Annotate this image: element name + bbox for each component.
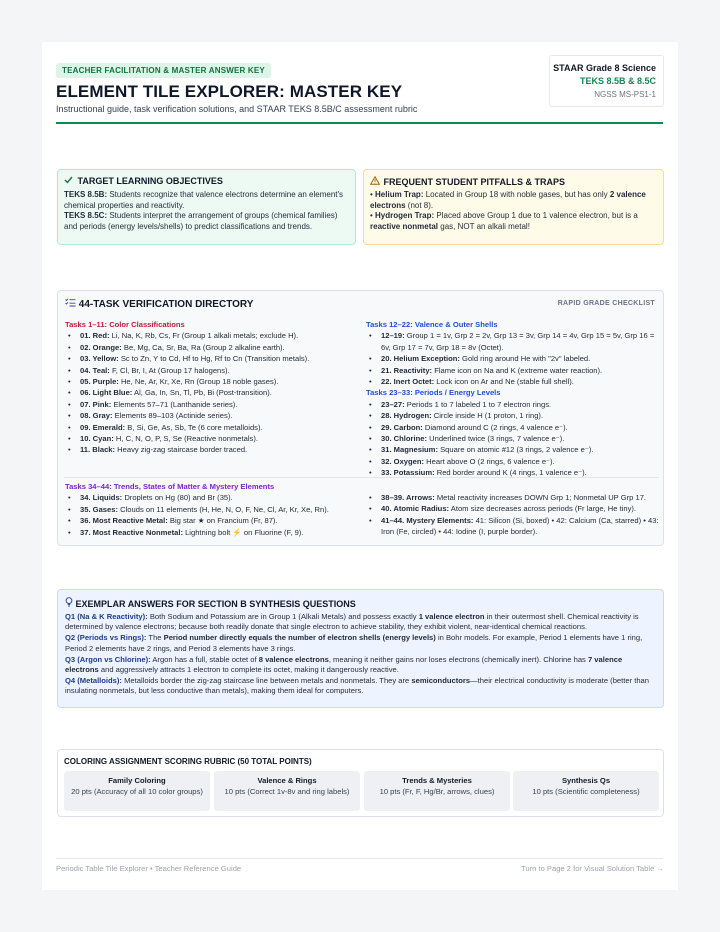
- answer-q4: [65, 676, 656, 696]
- section-heading: Tasks 34–44: Trends, States of Matter & Mystery Elements: [65, 482, 275, 491]
- task-label: 28. Hydrogen:: [381, 411, 432, 421]
- exemplar-answers: [57, 589, 664, 708]
- pitfall-text: Placed above Group 1 due to 1 valence electron, but is a: [434, 211, 638, 220]
- task-text: Heart above O (2 rings, 6 valence e⁻).: [424, 456, 555, 466]
- task-item: [366, 515, 662, 538]
- task-item: [366, 492, 662, 503]
- task-text: F, Cl, Br, I, At (Group 17 halogens).: [109, 365, 230, 375]
- directory-column-3: [65, 481, 361, 538]
- answer-text: —their electrical conductivity is moderate (better than insulating nonmetals, but less conductive than metals), making them ideal for computers.: [65, 676, 650, 696]
- task-label: 21. Reactivity:: [381, 365, 433, 375]
- task-text: Square on atomic #12 (3 rings, 2 valence e⁻).: [437, 445, 594, 455]
- rubric-cell-title: Valence & Rings: [257, 776, 317, 785]
- task-text: 41: Silicon (Si, boxed) • 42: Calcium (Ca, starred) • 43: Iron (Fe, circled) • 44: Iodine (I, purple border).: [381, 515, 659, 537]
- task-list: [65, 330, 361, 455]
- task-label: 38–39. Arrows:: [381, 493, 435, 502]
- footer-divider: [56, 858, 663, 859]
- task-label: 31. Magnesium:: [381, 445, 438, 455]
- task-text: He, Ne, Ar, Kr, Xe, Rn (Group 18 noble gases).: [118, 377, 279, 387]
- pitfalls-heading: [370, 176, 565, 187]
- section-heading: Tasks 12–22: Valence & Outer Shells: [366, 320, 498, 329]
- exemplar-body: [65, 612, 656, 698]
- objective-code: TEKS 8.5C:: [64, 211, 108, 220]
- rubric-title: COLORING ASSIGNMENT SCORING RUBRIC (50 TOTAL POINTS): [64, 757, 312, 766]
- pitfalls-body: [370, 190, 657, 232]
- task-label: 40. Atomic Radius:: [381, 504, 450, 514]
- task-label: 01. Red:: [80, 331, 110, 341]
- task-label: 34. Liquids:: [80, 493, 123, 503]
- task-item: [65, 376, 361, 387]
- task-item: [65, 515, 361, 526]
- task-item: [65, 504, 361, 515]
- task-text: H, C, N, O, P, S, Se (Reactive nonmetals).: [113, 434, 258, 444]
- task-item: [366, 365, 662, 376]
- task-item: [366, 456, 662, 467]
- task-label: 33. Potassium:: [381, 468, 435, 478]
- page-title: ELEMENT TILE EXPLORER: MASTER KEY: [56, 82, 403, 101]
- task-label: 07. Pink:: [80, 399, 112, 409]
- task-label: 41–44. Mystery Elements:: [381, 515, 474, 525]
- pitfall-emphasis: 2 valence electrons: [370, 190, 646, 210]
- task-text: Circle inside H (1 proton, 1 ring).: [431, 411, 544, 421]
- task-item: [65, 527, 361, 538]
- warning-icon: [370, 176, 381, 187]
- task-label: 32. Oxygen:: [381, 456, 425, 466]
- exemplar-heading: [65, 597, 356, 609]
- pitfall-label: Hydrogen Trap:: [375, 211, 435, 220]
- task-label: 30. Chlorine:: [381, 434, 427, 444]
- task-label: 06. Light Blue:: [80, 388, 133, 398]
- pitfall-label: Helium Trap:: [375, 190, 424, 199]
- objective-code: TEKS 8.5B:: [64, 190, 108, 199]
- objective-item: [64, 211, 349, 232]
- task-text: Li, Na, K, Rb, Cs, Fr (Group 1 alkali metals; exclude H).: [109, 331, 299, 341]
- task-label: 09. Emerald:: [80, 422, 126, 432]
- task-label: 03. Yellow:: [80, 354, 119, 364]
- task-text: Elements 89–103 (Actinide series).: [112, 411, 233, 421]
- directory-divider: [64, 477, 659, 478]
- answer-text: The: [146, 633, 164, 643]
- task-label: 11. Black:: [80, 445, 116, 455]
- task-label: 37. Most Reactive Nonmetal:: [80, 527, 183, 537]
- objective-text: Students recognize that valence electrons determine an element's chemical properties and reactivity.: [64, 190, 344, 210]
- pitfall-text: Located in Group 18 with noble gases, but has only: [423, 190, 610, 199]
- task-text: Droplets on Hg (80) and Br (35).: [122, 493, 233, 503]
- task-item: [366, 433, 662, 444]
- task-item: [366, 410, 662, 421]
- question-label: Q1 (Na & K Reactivity):: [65, 612, 148, 621]
- answer-text: Argon has a full, stable octet of: [150, 654, 259, 664]
- header-tag: TEACHER FACILITATION & MASTER ANSWER KEY: [56, 63, 271, 78]
- task-list: [366, 330, 662, 387]
- answer-emphasis: 8 valence electrons: [258, 654, 329, 664]
- task-text: Metal reactivity increases DOWN Grp 1; Nonmetal UP Grp 17.: [434, 493, 647, 502]
- rubric-cell-title: Synthesis Qs: [561, 776, 611, 785]
- pitfall-text: (not 8).: [405, 200, 434, 210]
- task-text: Red border around K (4 rings, 1 valence e⁻).: [434, 468, 587, 478]
- task-label: 20. Helium Exception:: [381, 354, 460, 364]
- rubric-cell: [64, 771, 210, 811]
- rubric-cell: [214, 771, 360, 811]
- task-label: 12–19:: [381, 331, 405, 341]
- header-divider: [56, 122, 663, 124]
- rubric-cell-title: Trends & Mysteries: [402, 776, 472, 785]
- directory-column-2: [366, 319, 662, 479]
- task-item: [65, 492, 361, 503]
- answer-text: in their outermost shell. Chemical reactivity is determined by valence electrons; because both readily donate that single electron to achieve stability, they exhibit violent, near-identical chemical reactions.: [65, 612, 639, 632]
- task-text: Atom size decreases across periods (Fr large, He tiny).: [449, 504, 637, 514]
- section-heading: Tasks 1–11: Color Classifications: [65, 320, 185, 329]
- pitfall-emphasis: reactive nonmetal: [370, 221, 439, 231]
- task-label: 08. Gray:: [80, 411, 113, 421]
- task-item: [65, 330, 361, 341]
- rubric-cell-desc: 10 pts (Correct 1v-8v and ring labels): [224, 787, 350, 796]
- task-item: [366, 422, 662, 433]
- task-item: [366, 353, 662, 364]
- objectives-title: TARGET LEARNING OBJECTIVES: [77, 176, 223, 186]
- scoring-rubric: [57, 749, 664, 817]
- task-item: [366, 376, 662, 387]
- task-item: [65, 353, 361, 364]
- task-item: [65, 444, 361, 455]
- task-text: Clouds on 11 elements (H, He, N, O, F, Ne, Cl, Ar, Kr, Xe, Rn).: [118, 504, 329, 514]
- rubric-cell-title: Family Coloring: [108, 776, 166, 785]
- task-text: Underlined twice (3 rings, 7 valence e⁻).: [427, 434, 565, 444]
- task-label: 10. Cyan:: [80, 434, 114, 444]
- task-text: Elements 57–71 (Lanthanide series).: [111, 399, 238, 409]
- task-text: Lock icon on Ar and Ne (stable full shell).: [434, 377, 574, 387]
- directory-heading: [65, 298, 253, 310]
- task-text: Heavy zig-zag staircase border traced.: [115, 445, 248, 455]
- task-label: 23–27:: [381, 399, 405, 409]
- task-list: [65, 492, 361, 538]
- task-item: [65, 422, 361, 433]
- checklist-icon: [65, 299, 79, 310]
- objective-item: [64, 190, 349, 211]
- task-text: B, Si, Ge, As, Sb, Te (6 core metalloids).: [125, 422, 263, 432]
- task-item: [65, 365, 361, 376]
- task-label: 05. Purple:: [80, 377, 119, 387]
- objectives-heading: [64, 176, 223, 186]
- pitfall-helium: • Helium Trap: Located in Group 18 with noble gases, but has only 2 valence electrons (not 8).: [370, 190, 646, 210]
- badge-teks: TEKS 8.5B & 8.5C: [579, 76, 656, 86]
- task-label: 35. Gases:: [80, 504, 118, 514]
- answer-q2: [65, 633, 656, 653]
- rubric-cell: [364, 771, 510, 811]
- task-list: [366, 399, 662, 479]
- answer-emphasis: Period number directly equals the number of electron shells (energy levels): [163, 633, 436, 643]
- answer-emphasis: 1 valence electron: [418, 612, 485, 621]
- task-text: Lightning bolt ⚡ on Fluorine (F, 9).: [182, 527, 304, 537]
- task-label: 04. Teal:: [80, 365, 110, 375]
- rubric-cell-desc: 10 pts (Scientific completeness): [532, 787, 640, 796]
- lightbulb-icon: [65, 599, 76, 609]
- rubric-cell: [513, 771, 659, 811]
- directory-title: 44-TASK VERIFICATION DIRECTORY: [78, 299, 254, 310]
- task-text: Big star ★ on Francium (Fr, 87).: [167, 516, 278, 526]
- task-directory: [57, 290, 664, 546]
- answer-q3: [65, 655, 656, 675]
- answer-text: , meaning it neither gains nor loses electrons (chemically inert). Chlorine has: [328, 654, 588, 664]
- answer-text: in Bohr models. For example, Period 1 elements have 1 ring, Period 2 elements have 2 rings, and Period 3 elements have 3 rings.: [65, 633, 643, 653]
- exemplar-title: EXEMPLAR ANSWERS FOR SECTION B SYNTHESIS QUESTIONS: [75, 599, 356, 609]
- pitfalls-card: [363, 169, 664, 245]
- task-item: [65, 342, 361, 353]
- question-label: Q3 (Argon vs Chlorine):: [65, 654, 151, 664]
- directory-column-1: [65, 319, 361, 456]
- task-item: [65, 433, 361, 444]
- page-subtitle: Instructional guide, task verification solutions, and STAAR TEKS 8.5B/C assessment rubric: [56, 104, 418, 114]
- answer-emphasis: 7 valence electrons: [65, 654, 623, 675]
- task-text: Flame icon on Na and K (extreme water reaction).: [432, 365, 603, 375]
- question-label: Q4 (Metalloids):: [65, 676, 122, 686]
- task-text: Diamond around C (2 rings, 4 valence e⁻).: [422, 422, 568, 432]
- question-label: Q2 (Periods vs Rings):: [65, 633, 147, 643]
- objectives-body: [64, 190, 349, 232]
- footer-right: Turn to Page 2 for Visual Solution Table →: [521, 864, 664, 873]
- task-text: Sc to Zn, Y to Cd, Hf to Hg, Rf to Cn (Transition metals).: [118, 354, 310, 364]
- objective-text: Students interpret the arrangement of groups (chemical families) and periods (energy levels/shells) to predict classifications and trends.: [64, 211, 338, 231]
- task-text: Group 1 = 1v, Grp 2 = 2v, Grp 13 = 3v, Grp 14 = 4v, Grp 15 = 5v, Grp 16 = 6v, Grp 17 = 7v, Grp 18 = 8v (Octet).: [381, 331, 655, 352]
- task-text: Periods 1 to 7 labeled 1 to 7 electron rings.: [404, 399, 552, 409]
- task-item: [366, 330, 662, 353]
- objectives-card: [57, 169, 356, 245]
- standards-badge: [549, 55, 664, 107]
- task-item: [366, 399, 662, 410]
- task-text: Be, Mg, Ca, Sr, Ba, Ra (Group 2 alkaline earth).: [121, 342, 285, 352]
- task-list: [366, 492, 662, 538]
- task-item: [65, 410, 361, 421]
- task-text: Al, Ga, In, Sn, Tl, Pb, Bi (Post-transition).: [132, 388, 272, 398]
- section-heading: Tasks 23–33: Periods / Energy Levels: [366, 388, 501, 398]
- badge-ngss: NGSS MS-PS1-1: [594, 90, 656, 99]
- task-item: [366, 444, 662, 455]
- task-label: 22. Inert Octet:: [381, 377, 435, 387]
- task-item: [366, 503, 662, 514]
- directory-column-4: [366, 492, 662, 538]
- task-label: 29. Carbon:: [381, 422, 423, 432]
- answer-q1: [65, 612, 656, 632]
- answer-text: and aggressively attracts 1 electron to complete its octet, making it dangerously reactive.: [98, 665, 399, 675]
- answer-text: Both Sodium and Potassium are in Group 1 (Alkali Metals) and possess exactly: [147, 612, 419, 621]
- answer-emphasis: semiconductors: [411, 676, 471, 686]
- check-icon: [64, 176, 75, 186]
- task-text: Gold ring around He with "2v" labeled.: [459, 354, 591, 364]
- badge-grade: STAAR Grade 8 Science: [553, 63, 656, 73]
- pitfall-text: gas, NOT an alkali metal!: [438, 221, 530, 231]
- rubric-cell-desc: 20 pts (Accuracy of all 10 color groups): [71, 787, 203, 796]
- task-item: [65, 387, 361, 398]
- task-label: 02. Orange:: [80, 342, 122, 352]
- answer-text: Metalloids border the zig-zag staircase line between metals and nonmetals. They are: [121, 676, 412, 686]
- pitfall-hydrogen: • Hydrogen Trap: Placed above Group 1 due to 1 valence electron, but is a reactive nonmetal gas, NOT an alkali metal!: [370, 211, 638, 231]
- pitfalls-title: FREQUENT STUDENT PITFALLS & TRAPS: [383, 177, 566, 187]
- footer-left: Periodic Table Tile Explorer • Teacher Reference Guide: [56, 864, 242, 873]
- page: [42, 42, 678, 890]
- task-label: 36. Most Reactive Metal:: [80, 516, 168, 526]
- rubric-cell-desc: 10 pts (Fr, F, Hg/Br, arrows, clues): [379, 787, 495, 796]
- directory-right-label: RAPID GRADE CHECKLIST: [557, 300, 655, 307]
- task-item: [65, 399, 361, 410]
